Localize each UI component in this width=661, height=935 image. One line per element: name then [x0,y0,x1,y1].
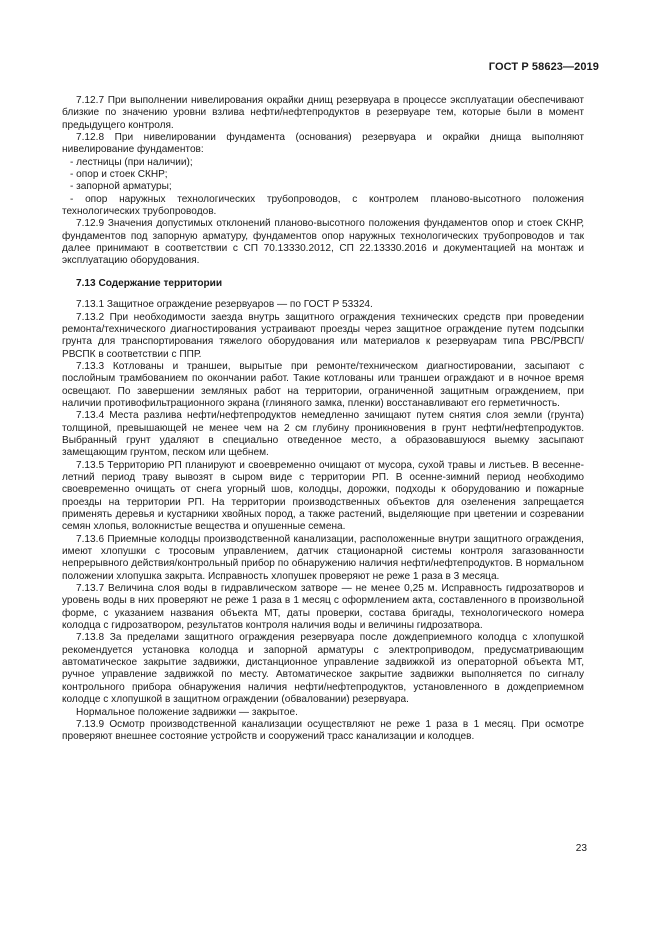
paragraph: 7.12.9 Значения допустимых отклонений планово-высотного положения фундаментов опор и стоек СКНР, фундаментов под запорную арматуру, фундаментов опор наружных технологических трубопроводов и так далее принимают в соответствии с СП 70.13330.2012, СП 22.13330.2016 и документацией на монтаж и эксплуатацию оборудования. [62,218,584,267]
paragraph: 7.13.2 При необходимости заезда внутрь защитного ограждения технических средств при проведении ремонта/технического диагностирования устраивают проезды через защитное ограждение путем подсыпки грунта для транспортирования тяжелого оборудования или материалов к резервуарам типа РВС/РВСП/РВСПК в соответствии с ППР. [62,311,584,360]
section-title: 7.13 Содержание территории [76,277,223,289]
list-item: - опор и стоек СКНР; [70,169,168,181]
list-item: - лестницы (при наличии); [70,156,193,168]
paragraph: Нормальное положение задвижки — закрытое. [76,706,298,718]
paragraph: 7.12.8 При нивелировании фундамента (основания) резервуара и окрайки днища выполняют нивелирование фундаментов: [62,132,584,156]
list-item: - опор наружных технологических трубопроводов, с контролем планово-высотного положения технологических трубопроводов. [62,193,584,218]
paragraph: 7.13.4 Места разлива нефти/нефтепродуктов немедленно зачищают путем снятия слоя земли (грунта) толщиной, превышающей не менее чем на 2 см глубину проникновения в грунт нефти/нефтепродуктов. Выбранный грунт удаляют в специально отведенное место, а образовавшуюся выемку засыпают замещающим грунтом, песком или щебнем. [62,410,584,459]
paragraph: 7.13.7 Величина слоя воды в гидравлическом затворе — не менее 0,25 м. Исправность гидрозатворов и уровень воды в них проверяют не реже 1 раза в 1 месяц с оформлением акта, составленного в произвольной форме, с указанием названия объекта МТ, даты проверки, состава бригады, технологического номера колодца с гидрозатвором, результатов контроля наличия воды и величины гидрозатвора. [62,583,584,632]
document-header: ГОСТ Р 58623—2019 [488,61,599,73]
list-item: - запорной арматуры; [70,181,172,193]
paragraph: 7.12.7 При выполнении нивелирования окрайки днищ резервуара в процессе эксплуатации обеспечивают близкие по значению уровни взлива нефти/нефтепродуктов в резервуаре тем, которые были в момент предыдущего контроля. [62,95,584,131]
paragraph: 7.13.1 Защитное ограждение резервуаров — по ГОСТ Р 53324. [76,299,373,311]
page-number: 23 [575,843,587,854]
paragraph: 7.13.3 Котлованы и траншеи, вырытые при ремонте/техническом диагностировании, засыпают с послойным трамбованием по окончании работ. Такие котлованы или траншеи ограждают и в ночное время освещают. По завершении земляных работ на территории, ограниченной защитным ограждением, при наличии противофильтрационного экрана (глиняного замка, пленки) восстанавливают его герметичность. [62,360,584,409]
document-body [62,95,584,744]
paragraph: 7.13.5 Территорию РП планируют и своевременно очищают от мусора, сухой травы и листьев. В весенне-летний период траву вывозят в сыром виде с территории РП. В осенне-зимний период необходимо своевременно очищать от снега угорный шов, колодцы, дорожки, подходы к оборудованию и пожарные проезды на территории РП. На территории производственных объектов для озеленения запрещается применять деревья и кустарники хвойных пород, а также растений, выделяющие при цветении и созревании семян хлопья, волокнистые вещества и опушенные семена. [62,459,584,533]
paragraph: 7.13.6 Приемные колодцы производственной канализации, расположенные внутри защитного ограждения, имеют хлопушки с тросовым управлением, датчик стационарной системы контроля загазованности непрерывного действия/контрольный прибор по обнаружению наличия нефти/нефтепродуктов. В нормальном положении хлопушка закрыта. Исправность хлопушек проверяют не реже 1 раза в 3 месяца. [62,533,584,582]
foundation-list [62,157,584,219]
paragraph: 7.13.9 Осмотр производственной канализации осуществляют не реже 1 раза в 1 месяц. При осмотре проверяют внешнее состояние устройств и сооружений трасс канализации и колодцев. [62,718,584,743]
paragraph: 7.13.8 За пределами защитного ограждения резервуара после дождеприемного колодца с хлопушкой рекомендуется установка колодца и запорной арматуры с электроприводом, предусматривающим автоматическое закрытие задвижки, дистанционное управление задвижкой из операторной объекта МТ, ручное управление задвижкой по месту. Автоматическое закрытие задвижки выполняется по сигналу контрольного прибора обнаружения наличия нефти/нефтепродуктов, установленного в дождеприемном колодце с хлопушкой в защитном ограждении (обваловании) резервуара. [62,632,584,706]
